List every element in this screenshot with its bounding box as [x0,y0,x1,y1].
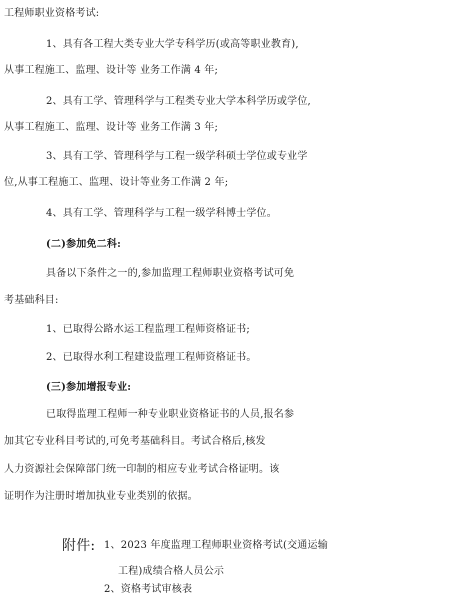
section-3-line-3: 人力资源社会保障部门统一印制的相应专业考试合格证明。该 [4,464,280,475]
item-3-line-2: 位,从事工程施工、监理、设计等业务工作满 2 年; [4,177,229,188]
item-4-line-1: 4、具有工学、管理科学与工程一级学科博士学位。 [46,208,277,219]
item-3-line-1: 3、具有工学、管理科学与工程一级学科硕士学位或专业学 [46,151,308,162]
attachment-1-line-2: 工程)成绩合格人员公示 [118,566,225,577]
section-2-item-1: 1、已取得公路水运工程监理工程师资格证书; [46,324,250,335]
section-3-line-1: 已取得监理工程师一种专业职业资格证书的人员,报名参 [46,409,295,420]
item-1-line-2: 从事工程施工、监理、设计等 业务工作满 4 年; [4,65,219,76]
item-2-line-2: 从事工程施工、监理、设计等 业务工作满 3 年; [4,122,219,133]
section-3-heading: (三)参加增报专业: [46,382,132,393]
item-2-line-1: 2、具有工学、管理科学与工程类专业大学本科学历或学位, [46,96,311,107]
attachment-2: 2、资格考试审核表 [104,584,193,595]
section-2-item-2: 2、已取得水利工程建设监理工程师资格证书。 [46,352,257,363]
section-2-heading: (二)参加免二科: [46,239,121,250]
section-2-paragraph-line-2: 考基础科目: [4,295,59,306]
intro-text: 工程师职业资格考试: [4,8,100,19]
item-1-line-1: 1、具有各工程大类专业大学专科学历(或高等职业教育), [46,39,299,50]
attachment-1-line-1: 1、2023 年度监理工程师职业资格考试(交通运输 [104,540,328,551]
attachments-label: 附件: [62,538,96,554]
section-3-line-4: 证明作为注册时增加执业专业类别的依据。 [4,491,198,502]
section-2-paragraph-line-1: 具备以下条件之一的,参加监理工程师职业资格考试可免 [46,268,295,279]
section-3-line-2: 加其它专业科目考试的,可免考基础科目。考试合格后,核发 [4,436,266,447]
